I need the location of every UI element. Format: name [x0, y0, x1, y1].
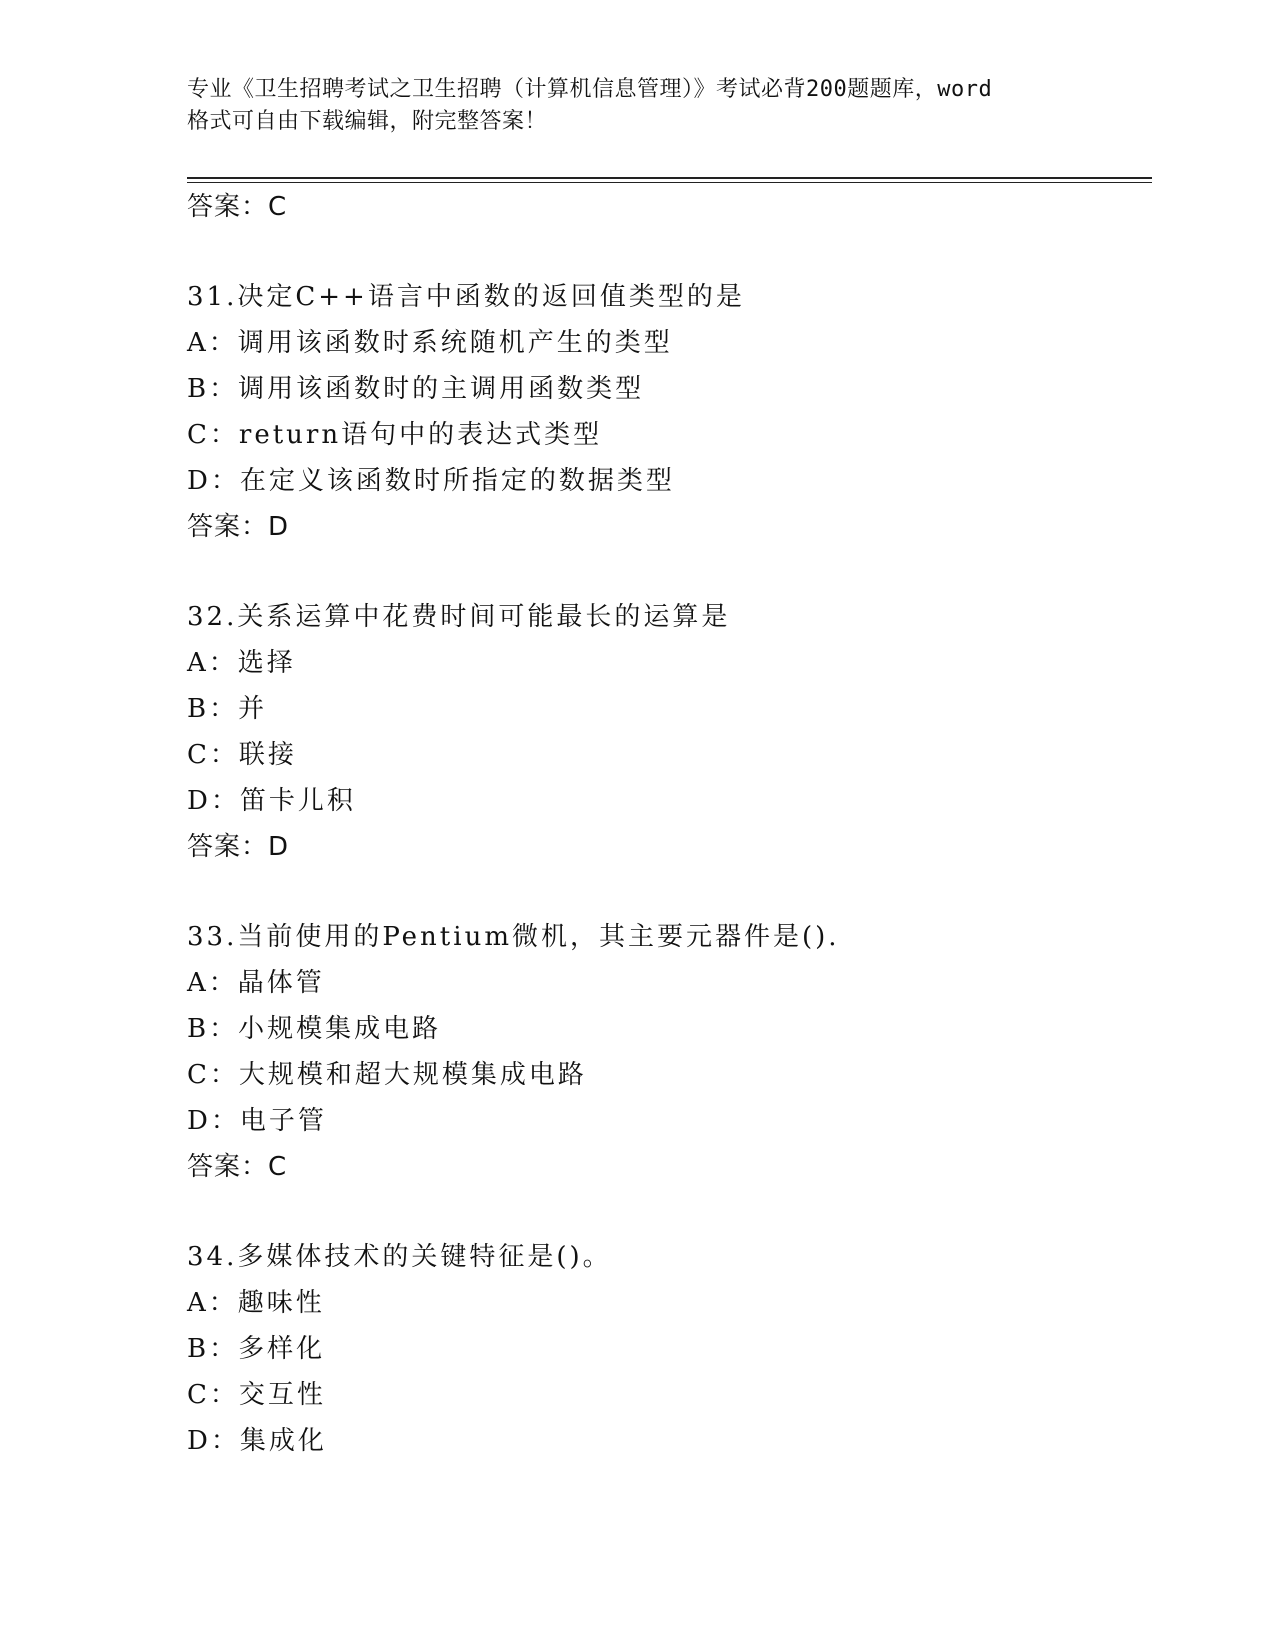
option-a: A：选择: [187, 648, 296, 678]
question-block: [187, 914, 1152, 1190]
option-c: C：交互性: [187, 1380, 326, 1410]
option-d: D：在定义该函数时所指定的数据类型: [187, 466, 675, 496]
question-block: [187, 1234, 1152, 1464]
option-b: B：并: [187, 694, 268, 724]
spacer: [187, 870, 1152, 914]
answer-line: 答案：D: [187, 832, 290, 862]
option-c: C：联接: [187, 740, 297, 770]
question-stem: 33.当前使用的Pentium微机，其主要元器件是().: [187, 922, 840, 952]
spacer: [187, 230, 1152, 274]
document-header: [187, 74, 1107, 138]
option-c: C：大规模和超大规模集成电路: [187, 1060, 587, 1090]
option-d: D：笛卡儿积: [187, 786, 356, 816]
question-stem: 31.决定C++语言中函数的返回值类型的是: [187, 282, 745, 312]
option-a: A：晶体管: [187, 968, 325, 998]
option-c: C：return语句中的表达式类型: [187, 420, 603, 450]
spacer: [187, 1190, 1152, 1234]
header-line-2: 格式可自由下载编辑，附完整答案！: [187, 109, 548, 134]
spacer: [187, 550, 1152, 594]
header-line-1: 专业《卫生招聘考试之卫生招聘（计算机信息管理）》考试必背200题题库，word: [187, 77, 993, 102]
option-b: B：调用该函数时的主调用函数类型: [187, 374, 645, 404]
question-stem: 32.关系运算中花费时间可能最长的运算是: [187, 602, 731, 632]
option-d: D：集成化: [187, 1426, 327, 1456]
option-a: A：调用该函数时系统随机产生的类型: [187, 328, 673, 358]
question-block: [187, 594, 1152, 870]
answer-line: 答案：C: [187, 192, 288, 222]
question-list: [187, 184, 1152, 1464]
answer-line: 答案：C: [187, 1152, 288, 1182]
option-d: D：电子管: [187, 1106, 327, 1136]
question-stem: 34.多媒体技术的关键特征是()。: [187, 1242, 612, 1272]
option-b: B：多样化: [187, 1334, 326, 1364]
header-divider: [187, 177, 1152, 183]
answer-line: 答案：D: [187, 512, 290, 542]
option-a: A：趣味性: [187, 1288, 325, 1318]
option-b: B：小规模集成电路: [187, 1014, 442, 1044]
question-block: [187, 274, 1152, 550]
